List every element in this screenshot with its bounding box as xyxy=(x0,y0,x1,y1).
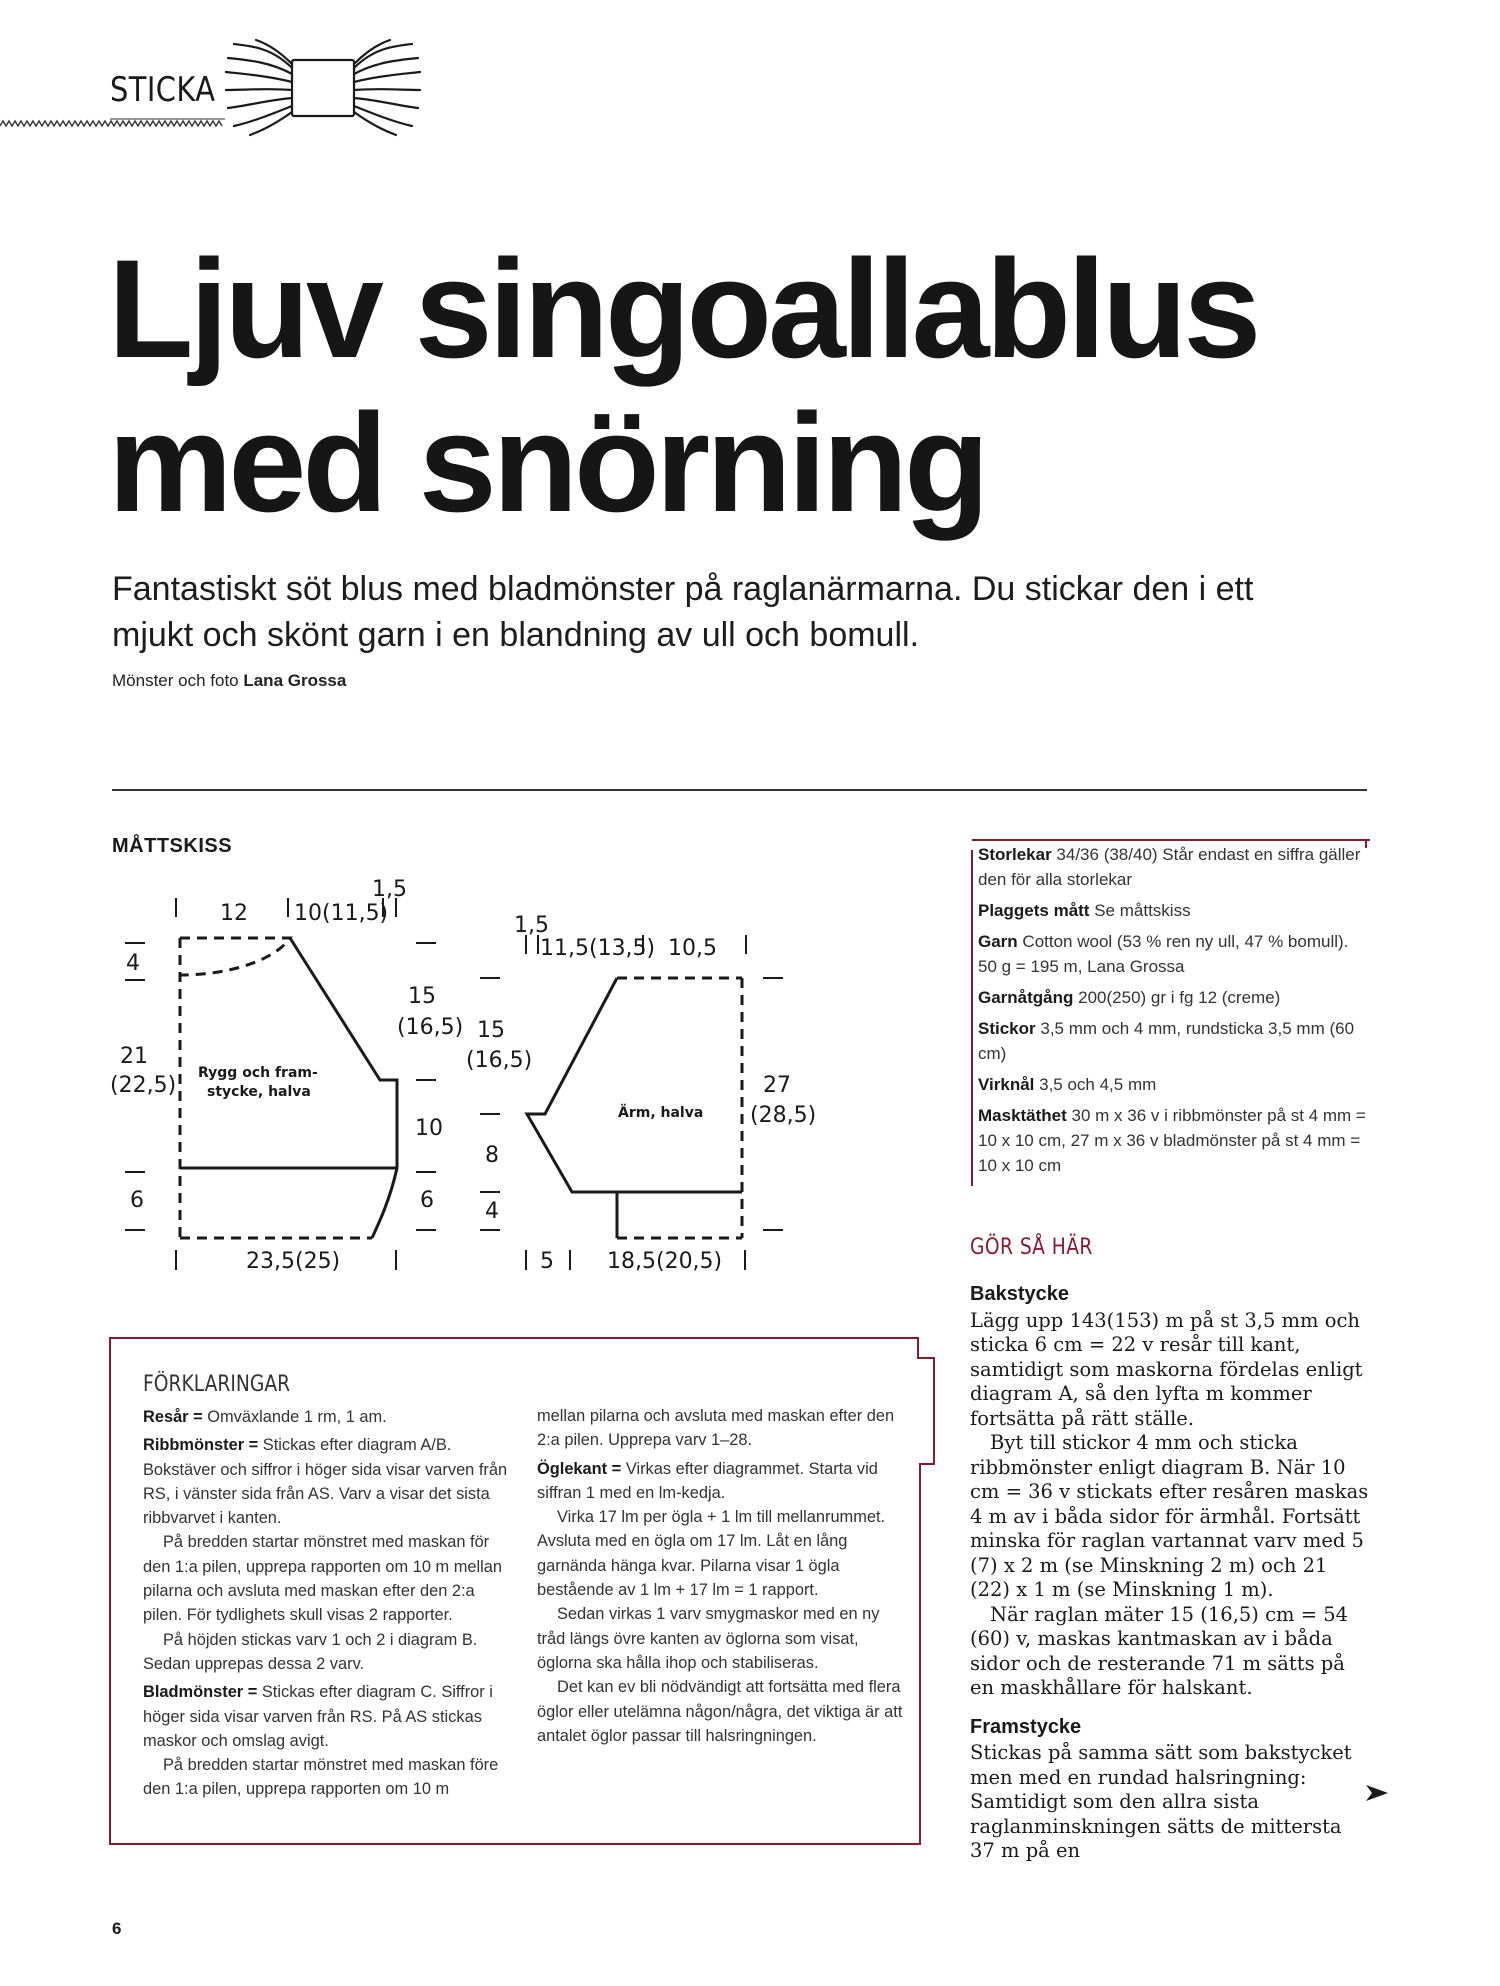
dim-5: 5 xyxy=(540,1249,554,1274)
section-tag: STICKA xyxy=(110,70,216,110)
dim-4: 4 xyxy=(126,951,140,976)
dim-21: 21 xyxy=(120,1044,148,1069)
body-neck-curve xyxy=(180,938,290,975)
dim-10-5: 10,5 xyxy=(668,936,717,961)
dim-6-right: 6 xyxy=(420,1188,434,1213)
back-p3: När raglan mäter 15 (16,5) cm = 54 (60) v, maskas kantmaskan av i båda sidor och de resterande 71 m sätts på en maskhållare för halskant. xyxy=(970,1602,1349,1699)
dim-15-body: 15 xyxy=(408,984,436,1009)
info-item: Stickor 3,5 mm och 4 mm, rundsticka 3,5 mm (60 cm) xyxy=(978,1019,1355,1063)
dim-15b-sleeve: (16,5) xyxy=(466,1048,533,1073)
page-title xyxy=(108,232,1408,540)
dim-1-5-sleeve: 1,5 xyxy=(514,913,549,938)
info-item: Garnåtgång 200(250) gr i fg 12 (creme) xyxy=(978,988,1281,1007)
zigzag-divider xyxy=(0,118,225,130)
lead-text xyxy=(112,566,1312,658)
back-p1: Lägg upp 143(153) m på st 3,5 mm och sticka 6 cm = 22 v resår till kant, samtidigt som maskorna fördelas enligt diagram A, så den lyfta m kommer fortsätta på rätt ställe. xyxy=(970,1308,1363,1430)
back-p2: Byt till stickor 4 mm och sticka ribbmönster enligt diagram B. När 10 cm = 36 v stickats efter resåren maskas 4 m av i båda sidor för ärmhål. Fortsätt minska för raglan vartannat varv med 5 (7) x 2 m (se Minskning 2 m) och 21 (22) x 1 m (se Minskning 1 m). xyxy=(970,1431,1369,1601)
explanations-column-2: mellan pilarna och avsluta med maskan efter den 2:a pilen. Upprepa varv 1–28. Öglekant = Virkas efter diagrammet. Starta vid siffran 1 med en lm-kedja. Virka 17 lm per ögla + 1 lm till mellanrummet. Avsluta med en ögla om 17 lm. Låt en lång garnända hänga kvar. Pilarna visar 1 ögla bestående av 1 lm + 17 lm = 1 rapport. Sedan virkas 1 varv smygmaskor med en ny tråd längs övre kanten av öglorna som visat, öglorna ska hålla ihop och stabiliseras. Det kan ev bli nödvändigt att fortsätta med flera öglor eller utelämna någon/några, det viktiga är att antalet öglor passar till halsringningen. xyxy=(537,1407,903,1745)
info-item: Virknål 3,5 och 4,5 mm xyxy=(978,1075,1157,1094)
instructions-heading: GÖR SÅ HÄR xyxy=(970,1235,1093,1260)
front-p1: Stickas på samma sätt som bakstycket men med en rundad halsringning: Samtidigt som den allra sista raglanminskningen sätts de mittersta 37 m på en xyxy=(970,1741,1352,1862)
dim-4-sleeve: 4 xyxy=(485,1199,499,1224)
dim-6-left: 6 xyxy=(130,1188,144,1213)
dim-21b: (22,5) xyxy=(110,1073,177,1098)
explanations-heading: FÖRKLARINGAR xyxy=(143,1372,291,1397)
dim-15-sleeve: 15 xyxy=(477,1018,505,1043)
body-label-1: Rygg och fram- xyxy=(198,1065,318,1081)
info-box xyxy=(978,842,1368,1184)
dim-27b: (28,5) xyxy=(750,1103,817,1128)
continue-arrow-icon xyxy=(1365,1784,1389,1802)
back-title: Bakstycke xyxy=(970,1283,1069,1305)
dim-12: 12 xyxy=(220,901,248,926)
credit-name: Lana Grossa xyxy=(243,671,347,690)
sleeve-outline xyxy=(527,978,617,1238)
credit xyxy=(112,671,346,691)
front-title: Framstycke xyxy=(970,1715,1082,1738)
dim-10-right: 10 xyxy=(415,1116,443,1141)
lead-line-2: mjukt och skönt garn i en blandning av ull och bomull. xyxy=(112,616,920,654)
info-item: Masktäthet 30 m x 36 v i ribbmönster på st 4 mm = 10 x 10 cm, 27 m x 36 v bladmönster på st 4 mm = 10 x 10 cm xyxy=(978,1106,1366,1175)
body-label-2: stycke, halva xyxy=(207,1084,311,1100)
explanations-column-1: Resår = Omväxlande 1 rm, 1 am. Ribbmönster = Stickas efter diagram A/B. Bokstäver och siffror i höger sida visar varven från RS, i vänster sida från AS. Varv a visar det sista ribbvarvet i kanten. På bredden startar mönstret med maskan för den 1:a pilen, upprepa rapporten om 10 m mellan pilarna och avsluta med maskan efter den 2:a pilen. För tydlighets skull visas 2 rapporter. På höjden stickas varv 1 och 2 i diagram B. Sedan upprepas dessa 2 varv. Bladmönster = Stickas efter diagram C. Siffror i höger sida visar varven från RS. På AS stickas maskor och omslag avigt. På bredden startar mönstret med maskan före den 1:a pilen, upprepa rapporten om 10 m xyxy=(143,1408,508,1799)
dim-10: 10(11,5) xyxy=(294,901,389,926)
dim-23-5: 23,5(25) xyxy=(246,1249,341,1274)
page-number: 6 xyxy=(112,1919,122,1938)
instructions xyxy=(970,1282,1370,1864)
title-line-1: Ljuv singoallablus xyxy=(108,230,1258,387)
diagram-heading: MÅTTSKISS xyxy=(112,835,233,857)
credit-prefix: Mönster och foto xyxy=(112,671,244,690)
info-item: Storlekar 34/36 (38/40) Står endast en siffra gäller den för alla storlekar xyxy=(978,845,1361,889)
info-item: Garn Cotton wool (53 % ren ny ull, 47 % bomull). 50 g = 195 m, Lana Grossa xyxy=(978,932,1349,976)
dim-18-5: 18,5(20,5) xyxy=(607,1249,723,1274)
title-line-2: med snörning xyxy=(108,384,986,541)
yarn-skein-icon xyxy=(222,38,422,138)
dim-8: 8 xyxy=(485,1143,499,1168)
sleeve-label: Ärm, halva xyxy=(618,1105,704,1121)
dim-15b-body: (16,5) xyxy=(397,1015,464,1040)
horizontal-rule xyxy=(112,789,1367,791)
measurement-sketch xyxy=(100,860,840,1290)
dim-1-5-body: 1,5 xyxy=(372,877,407,902)
dim-11-5: 11,5(13,5) xyxy=(540,936,656,961)
dim-27: 27 xyxy=(763,1073,791,1098)
lead-line-1: Fantastiskt söt blus med bladmönster på raglanärmarna. Du stickar den i ett xyxy=(112,570,1254,608)
info-item: Plaggets mått Se måttskiss xyxy=(978,901,1191,920)
